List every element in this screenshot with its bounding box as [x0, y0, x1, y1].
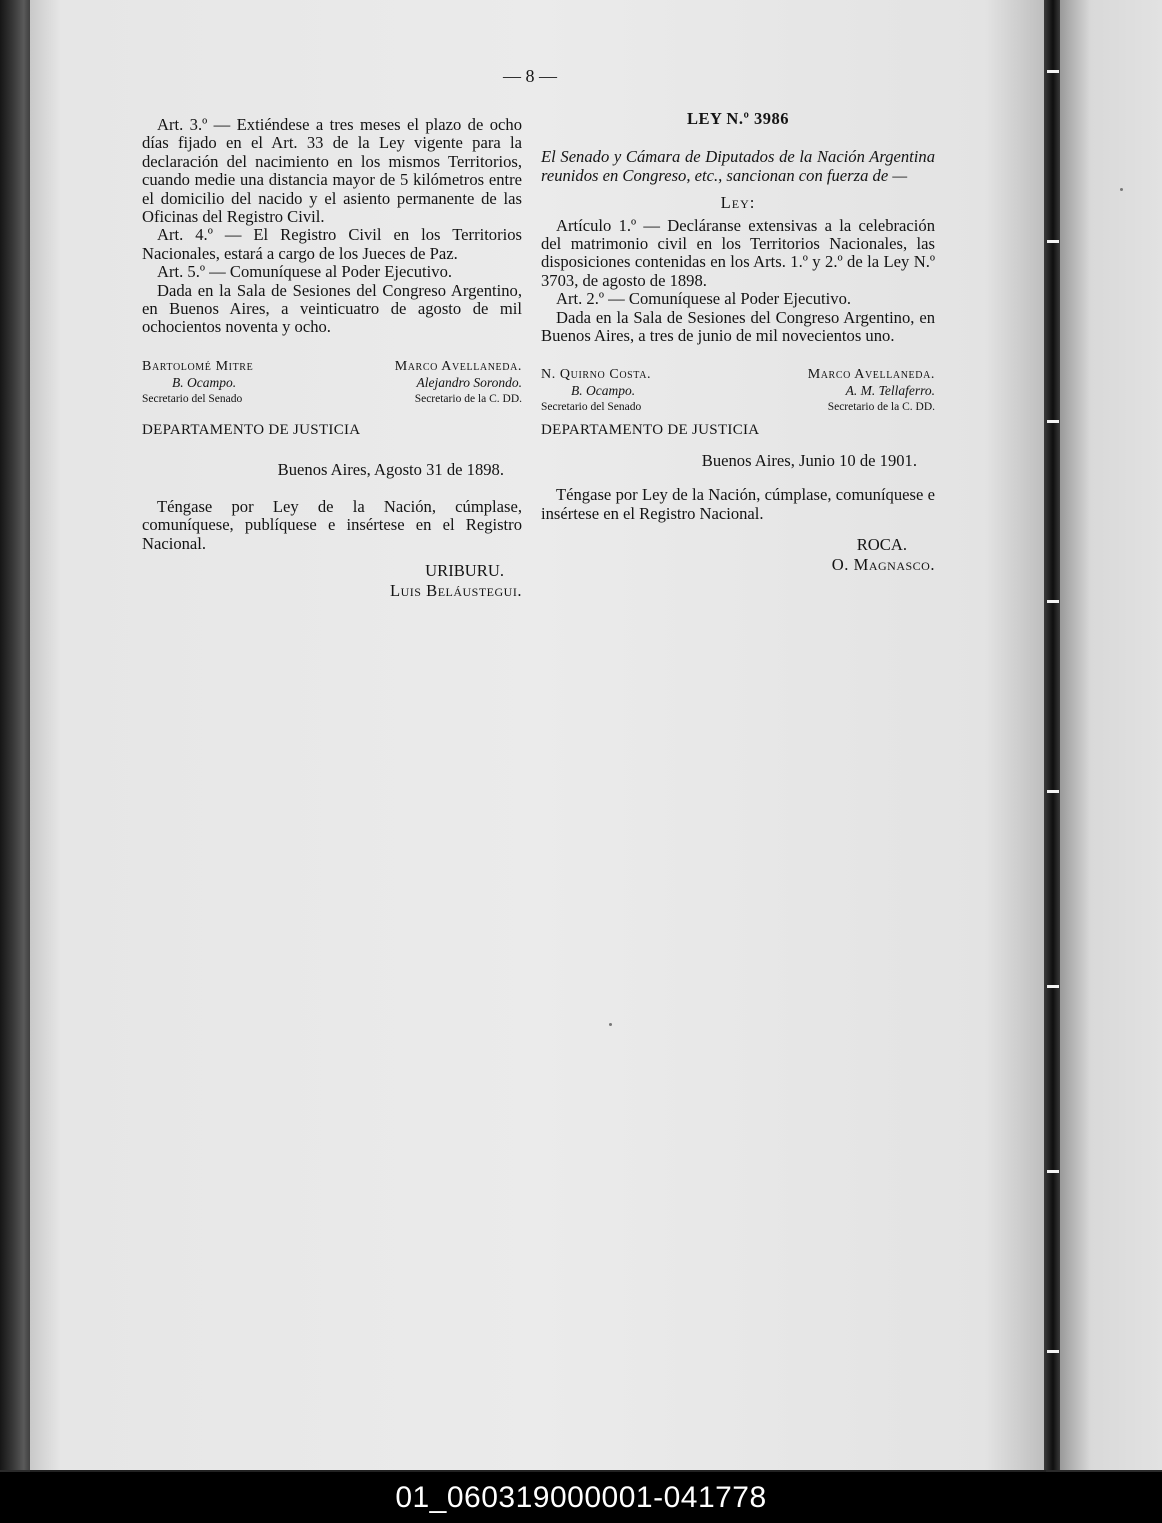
senate-secretary-name: B. Ocampo.: [172, 374, 237, 390]
ley-label: Ley:: [720, 193, 756, 213]
chamber-president-name: Marco Avellaneda.: [807, 367, 935, 383]
left-column: [142, 116, 522, 601]
paper-speck: [1120, 188, 1123, 191]
department-heading: DEPARTAMENTO DE JUSTICIA: [142, 421, 361, 438]
right-column: [541, 110, 935, 575]
senate-president-name: N. Quirno Costa.: [541, 367, 652, 383]
senate-secretary-role: Secretario del Senado: [541, 401, 642, 414]
chamber-secretary-role: Secretario de la C. DD.: [827, 401, 935, 414]
article-4: Art. 4.º — El Registro Civil en los Territorios Nacionales, estará a cargo de los Jueces de Paz.: [142, 225, 522, 263]
promulgation-text: Téngase por Ley de la Nación, cúmplase, comuníquese e insértese en el Registro Nacional.: [541, 485, 935, 523]
executive-signature: [541, 535, 935, 575]
law-preamble: El Senado y Cámara de Diputados de la Nación Argentina reunidos en Congreso, etc., sancionan con fuerza de —: [541, 147, 935, 185]
promulgation-text: Téngase por Ley de la Nación, cúmplase, comuníquese, publíquese e insértese en el Registro Nacional.: [142, 496, 522, 553]
article-2: Art. 2.º — Comuníquese al Poder Ejecutivo.: [556, 289, 852, 309]
paper-speck: [609, 1023, 612, 1026]
decree-date: Buenos Aires, Junio 10 de 1901.: [701, 450, 917, 470]
senate-president-name: Bartolomé Mitre: [142, 358, 254, 374]
department-heading: DEPARTAMENTO DE JUSTICIA: [541, 422, 760, 439]
archive-id-bar: [0, 1472, 1162, 1523]
article-5: Art. 5.º — Comuníquese al Poder Ejecutivo.: [157, 262, 453, 282]
chamber-secretary-role: Secretario de la C. DD.: [414, 392, 522, 405]
minister-signature: O. Magnasco.: [831, 555, 935, 575]
president-signature: URIBURU.: [425, 560, 504, 580]
law-title: LEY N.º 3986: [686, 109, 790, 128]
chamber-secretary-name: Alejandro Sorondo.: [416, 374, 522, 390]
chamber-president-name: Marco Avellaneda.: [394, 358, 522, 374]
minister-signature: Luis Beláustegui.: [390, 580, 522, 600]
signature-block: [142, 359, 522, 407]
dada-en-la-sala: Dada en la Sala de Sesiones del Congreso Argentino, en Buenos Aires, a tres de junio de mil novecientos uno.: [541, 307, 935, 346]
signature-senate: [541, 367, 651, 415]
article-1: Artículo 1.º — Decláranse extensivas a la celebración del matrimonio civil en los Territorios Nacionales, las disposiciones contenidas en los Arts. 1.º y 2.º de la Ley N.º 3703, de agosto de 1898.: [541, 215, 935, 290]
president-signature: ROCA.: [856, 535, 907, 555]
signature-chamber: [808, 367, 935, 415]
executive-signature: [142, 561, 522, 601]
signature-block: [541, 367, 935, 415]
archive-id: 01_060319000001-041778: [395, 1480, 767, 1514]
dada-en-la-sala: Dada en la Sala de Sesiones del Congreso Argentino, en Buenos Aires, a veinticuatro de agosto de mil ochocientos noventa y ocho.: [142, 280, 522, 337]
senate-secretary-name: B. Ocampo.: [571, 383, 636, 399]
page-number: — 8 —: [503, 66, 557, 86]
decree-date: Buenos Aires, Agosto 31 de 1898.: [277, 460, 504, 480]
chamber-secretary-name: A. M. Tellaferro.: [845, 383, 935, 399]
signature-chamber: [395, 359, 522, 407]
article-3: Art. 3.º — Extiéndese a tres meses el plazo de ocho días fijado en el Art. 33 de la Ley vigente para la declaración del nacimiento en los mismos Territorios, cuando medie una distancia mayor de 5 kilómetros entre el domicilio del nacido y el asiento permanente de las Oficinas del Registro Civil.: [142, 115, 522, 227]
senate-secretary-role: Secretario del Senado: [142, 392, 243, 405]
signature-senate: [142, 359, 253, 407]
